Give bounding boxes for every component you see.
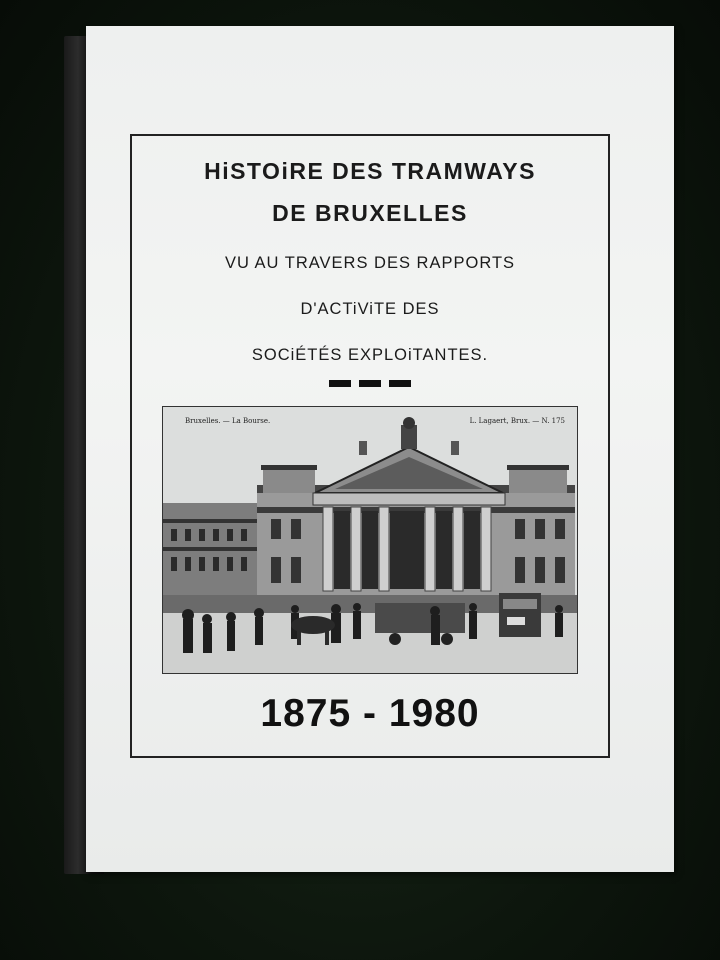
photo-caption-right: L. Lagaert, Brux. — N. 175 [469,417,565,425]
dash [359,380,381,387]
title-line-1: HiSTOiRE DES TRAMWAYS [204,158,536,184]
subtitle-line-2: D'ACTiViTE DES [300,300,440,318]
book [64,26,676,876]
bourse-building-illustration [163,407,577,673]
book-cover [86,26,674,872]
subtitle-line-3: SOCiÉTÉS EXPLOiTANTES. [251,346,489,364]
cover-frame [130,134,610,758]
years-range: 1875 - 1980 [260,692,480,735]
separator-dashes [329,380,411,387]
bourse-photo [162,406,578,674]
photo-caption-left: Bruxelles. — La Bourse. [185,417,271,425]
dash [329,380,351,387]
title-line-2: DE BRUXELLES [272,200,468,226]
dash [389,380,411,387]
subtitle-line-1: VU AU TRAVERS DES RAPPORTS [224,254,516,272]
